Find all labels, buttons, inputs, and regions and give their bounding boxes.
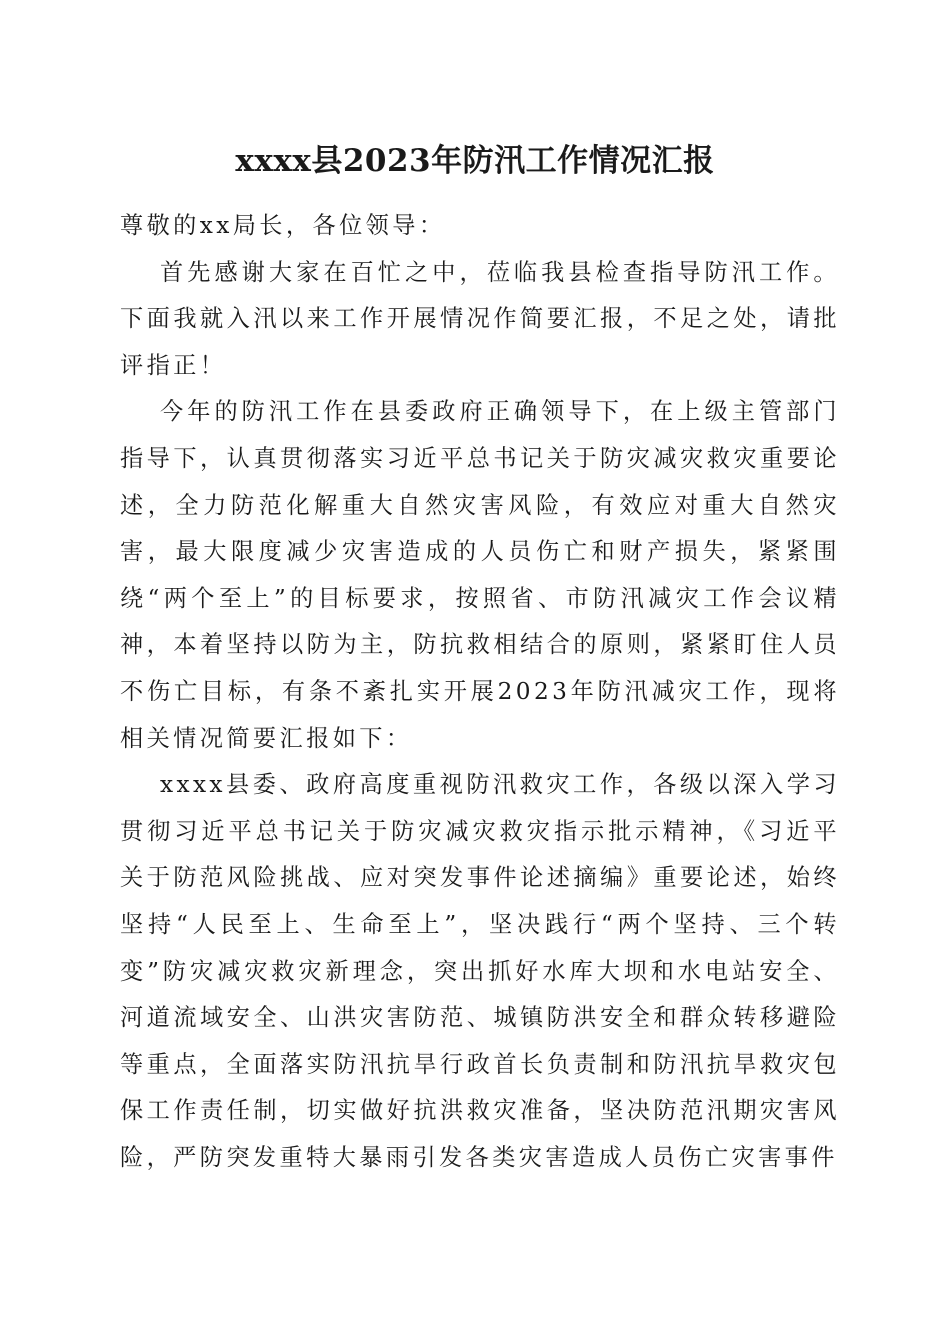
paragraph-opening: 首先感谢大家在百忙之中，莅临我县检查指导防汛工作。下面我就入汛以来工作开展情况作简要汇报，不足之处，请批评指正！ — [120, 258, 840, 379]
document-title: xxxx县2023年防汛工作情况汇报 — [235, 143, 715, 179]
salutation: 尊敬的xx局长，各位领导： — [120, 212, 446, 239]
paragraph-overview: 今年的防汛工作在县委政府正确领导下，在上级主管部门指导下，认真贯彻落实习近平总书记关于防灾减灾救灾重要论述，全力防范化解重大自然灾害风险，有效应对重大自然灾害，最大限度减少灾害造成的人员伤亡和财产损失，紧紧围绕“两个至上”的目标要求，按照省、市防汛减灾工作会议精神，本着坚持以防为主，防抗救相结合的原则，紧紧盯住人员不伤亡目标，有条不紊扎实开展2023年防汛减灾工作，现将相关情况简要汇报如下： — [120, 398, 840, 752]
paragraph-measures: xxxx县委、政府高度重视防汛救灾工作，各级以深入学习贯彻习近平总书记关于防灾减灾救灾指示批示精神，《习近平关于防范风险挑战、应对突发事件论述摘编》重要论述，始终坚持“人民至上、生命至上”，坚决践行“两个坚持、三个转变”防灾减灾救灾新理念，突出抓好水库大坝和水电站安全、河道流域安全、山洪灾害防范、城镇防洪安全和群众转移避险等重点，全面落实防汛抗旱行政首长负责制和防汛抗旱救灾包保工作责任制，切实做好抗洪救灾准备，坚决防范汛期灾害风险，严防突发重特大暴雨引发各类灾害造成人员伤亡灾害事件 — [120, 771, 840, 1171]
document-body — [120, 203, 840, 1181]
